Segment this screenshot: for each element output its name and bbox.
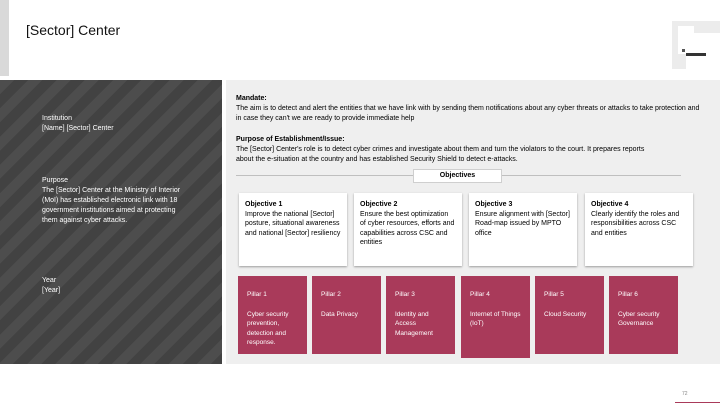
pillar-card — [535, 276, 604, 354]
objective-text: Clearly identify the roles and responsibilities across CSC and entities — [591, 210, 680, 237]
page-number: 72 — [682, 391, 688, 397]
pillar-title: Pillar 6 — [618, 291, 638, 298]
pillar-text: Data Privacy — [321, 310, 358, 318]
pillar-text: Cyber security prevention, detection and response. — [247, 310, 289, 346]
pillar-text: Identity and Access Management — [395, 310, 433, 337]
purpose-label: Purpose — [42, 177, 69, 184]
purpose-block — [42, 176, 182, 226]
year-value: [Year] — [42, 287, 61, 294]
mandate-heading: Mandate: — [236, 95, 267, 102]
pillar-title: Pillar 5 — [544, 291, 564, 298]
purpose-text: The [Sector] Center's role is to detect cyber crimes and investigate about them and turn the violators to the court. It prepares reports about the e-situation at the country and has established Security Shield to detect e-attacks. — [236, 146, 645, 163]
pillar-card — [386, 276, 455, 354]
objective-card — [239, 193, 347, 266]
page-title: [Sector] Center — [26, 22, 121, 38]
objectives-label: Objectives — [413, 169, 502, 183]
year-block — [42, 276, 182, 296]
objective-title: Objective 4 — [591, 201, 629, 208]
objective-title: Objective 3 — [475, 201, 513, 208]
institution-block — [42, 114, 182, 134]
pillar-card — [238, 276, 307, 354]
pillar-text: Cyber security Governance — [618, 310, 660, 327]
pillar-card — [461, 276, 530, 358]
pillar-text: Cloud Security — [544, 310, 587, 318]
objective-card — [469, 193, 577, 266]
year-label: Year — [42, 277, 57, 284]
purpose-of-establishment-section — [236, 135, 656, 165]
objective-card — [354, 193, 462, 266]
mandate-text: The aim is to detect and alert the entities that we have link with by sending them notifications about any cyber threats or attacks to take protection and in case they can't we are ready to provide immediate help — [236, 105, 700, 122]
pillar-title: Pillar 1 — [247, 291, 267, 298]
institution-value: [Name] [Sector] Center — [42, 125, 114, 132]
objective-text: Ensure the best optimization of cyber resources, efforts and capabilities across CSC and entities — [360, 210, 455, 246]
purpose-heading: Purpose of Establishment/Issue: — [236, 136, 345, 143]
pillar-title: Pillar 4 — [470, 291, 490, 298]
pillar-card — [312, 276, 381, 354]
left-accent-strip — [0, 0, 9, 76]
objective-text: Improve the national [Sector] posture, situational awareness and national [Sector] resiliency — [245, 210, 341, 237]
info-panel — [0, 80, 222, 364]
pillar-title: Pillar 3 — [395, 291, 415, 298]
mandate-section — [236, 94, 706, 124]
purpose-value: The [Sector] Center at the Ministry of Interior (MoI) has established electronic link with 18 government institutions aimed at protecting them against cyber attacks. — [42, 187, 181, 224]
pillar-card — [609, 276, 678, 354]
pillar-title: Pillar 2 — [321, 291, 341, 298]
objective-title: Objective 2 — [360, 201, 398, 208]
page-footer-line — [675, 402, 720, 403]
pillar-text: Internet of Things (IoT) — [470, 310, 521, 327]
institution-label: Institution — [42, 115, 72, 122]
logo — [672, 21, 720, 69]
objective-card — [585, 193, 693, 266]
objective-text: Ensure alignment with [Sector] Road-map issued by MPTO office — [475, 210, 570, 237]
objective-title: Objective 1 — [245, 201, 283, 208]
